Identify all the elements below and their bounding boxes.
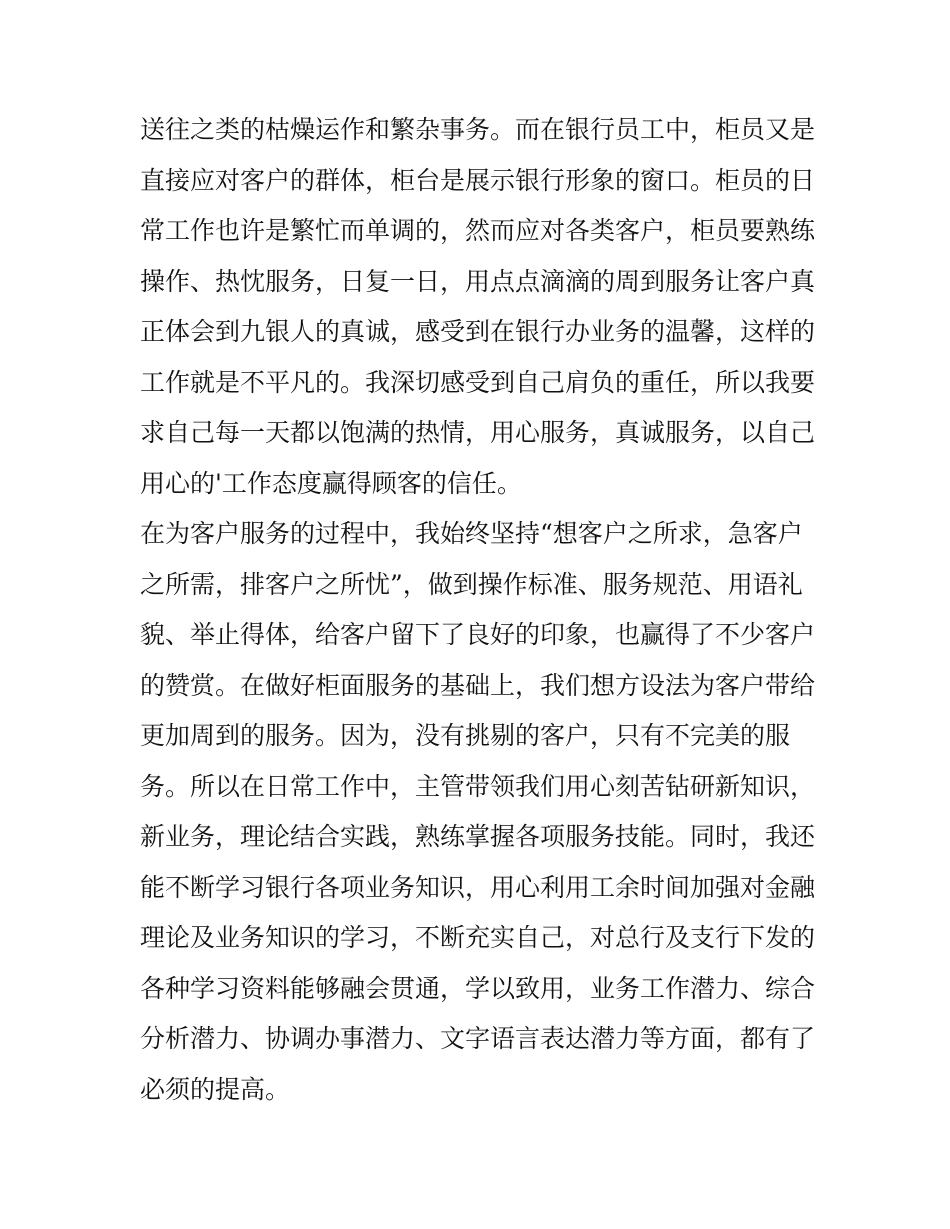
text-line: 用心的'工作态度赢得顾客的信任。: [140, 468, 522, 498]
text-line: 必须的提高。: [140, 1074, 291, 1104]
text-line: 各种学习资料能够融会贯通，学以致用，业务工作潜力、综合: [140, 973, 816, 1003]
text-line: 更加周到的服务。因为，没有挑剔的客户，只有不完美的服: [140, 721, 791, 750]
text-line: 的赞赏。在做好柜面服务的基础上，我们想方设法为客户带给: [140, 670, 816, 700]
text-line: 在为客户服务的过程中，我始终坚持“想客户之所求，急客户: [140, 519, 803, 548]
text-line: 务。所以在日常工作中，主管带领我们用心刻苦钻研新知识，: [140, 771, 816, 801]
text-line: 求自己每一天都以饱满的热情，用心服务，真诚服务，以自己: [140, 418, 816, 447]
text-line: 新业务，理论结合实践，熟练掌握各项服务技能。同时，我还: [140, 822, 816, 851]
text-line: 能不断学习银行各项业务知识，用心利用工余时间加强对金融: [140, 872, 816, 902]
text-line: 理论及业务知识的学习，不断充实自己，对总行及支行下发的: [140, 923, 816, 952]
text-line: 工作就是不平凡的。我深切感受到自己肩负的重任，所以我要: [140, 367, 816, 397]
text-line: 直接应对客户的群体，柜台是展示银行形象的窗口。柜员的日: [140, 165, 816, 195]
text-line: 常工作也许是繁忙而单调的，然而应对各类客户，柜员要熟练: [140, 216, 816, 245]
text-line: 送往之类的枯燥运作和繁杂事务。而在银行员工中，柜员又是: [140, 115, 816, 144]
text-line: 操作、热忱服务，日复一日，用点点滴滴的周到服务让客户真: [140, 266, 816, 296]
text-line: 正体会到九银人的真诚，感受到在银行办业务的温馨，这样的: [140, 317, 816, 346]
text-line: 之所需，排客户之所忧”，做到操作标准、服务规范、用语礼: [140, 569, 803, 599]
text-line: 分析潜力、协调办事潜力、文字语言表达潜力等方面，都有了: [140, 1024, 816, 1053]
text-line: 貌、举止得体，给客户留下了良好的印象，也赢得了不少客户: [140, 620, 816, 649]
body-text: [140, 105, 820, 1115]
